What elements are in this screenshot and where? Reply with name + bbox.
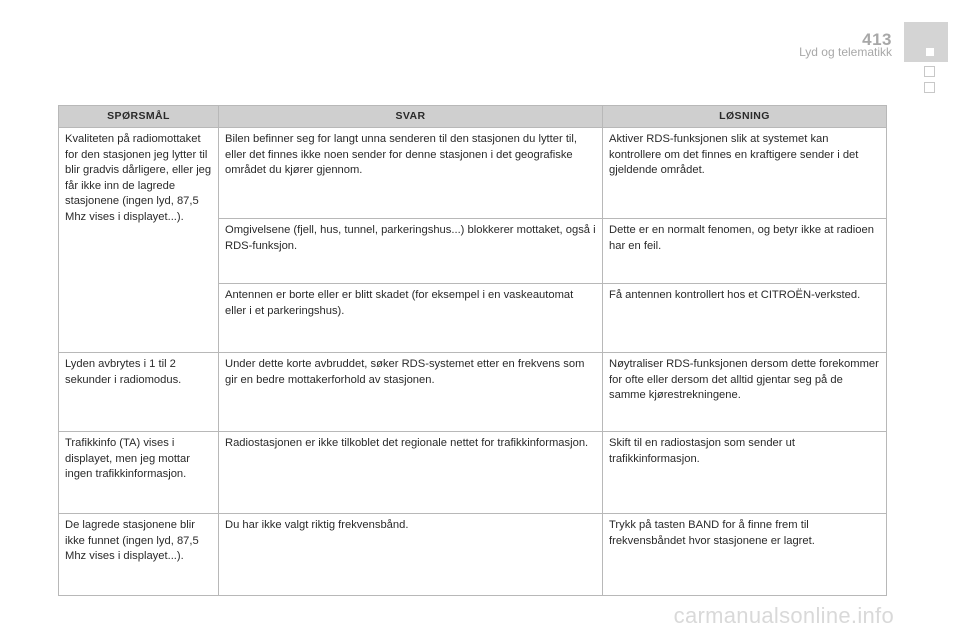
solution-cell: Aktiver RDS-funksjonen slik at systemet kan kontrollere om det finnes en kraftigere sender i det gjeldende området. [603,128,887,219]
table-row [59,514,887,596]
section-title: Lyd og telematikk [799,45,892,59]
table-row [59,128,887,219]
answer-cell: Under dette korte avbruddet, søker RDS-systemet etter en frekvens som gir en bedre mottakerforhold av stasjonen. [219,353,603,432]
table-row [59,353,887,432]
table-row [59,432,887,514]
solution-cell: Nøytraliser RDS-funksjonen dersom dette forekommer for ofte eller dersom det alltid gjentar seg på de samme kjørestrekningene. [603,353,887,432]
watermark: carmanualsonline.info [673,603,894,628]
solution-cell: Skift til en radiostasjon som sender ut trafikkinformasjon. [603,432,887,514]
question-cell: Kvaliteten på radiomottaket for den stasjonen jeg lytter til blir gradvis dårligere, eller jeg får ikke inn de lagrede stasjonene (ingen lyd, 87,5 Mhz vises i displayet...). [59,128,219,353]
solution-cell: Dette er en normalt fenomen, og betyr ikke at radioen har en feil. [603,219,887,284]
section-tab-marker [904,22,948,62]
section-tab-outline [924,66,935,77]
question-cell: Trafikkinfo (TA) vises i displayet, men jeg mottar ingen trafikkinformasjon. [59,432,219,514]
column-header-solution: LØSNING [603,106,887,128]
section-tab-outline [924,82,935,93]
question-cell: Lyden avbrytes i 1 til 2 sekunder i radiomodus. [59,353,219,432]
column-header-question: SPØRSMÅL [59,106,219,128]
page-number: 413 [862,30,892,49]
column-header-answer: SVAR [219,106,603,128]
table-header-row [59,106,887,128]
faq-table [58,105,887,596]
answer-cell: Bilen befinner seg for langt unna senderen til den stasjonen du lytter til, eller det finnes ikke noen sender for denne stasjonen i det geografiske området du kjører gjennom. [219,128,603,219]
answer-cell: Antennen er borte eller er blitt skadet (for eksempel i en vaskeautomat eller i et parkeringshus). [219,284,603,353]
answer-cell: Du har ikke valgt riktig frekvensbånd. [219,514,603,596]
answer-cell: Radiostasjonen er ikke tilkoblet det regionale nettet for trafikkinformasjon. [219,432,603,514]
solution-cell: Få antennen kontrollert hos et CITROËN-verksted. [603,284,887,353]
answer-cell: Omgivelsene (fjell, hus, tunnel, parkeringshus...) blokkerer mottaket, også i RDS-funksjon. [219,219,603,284]
question-cell: De lagrede stasjonene blir ikke funnet (ingen lyd, 87,5 Mhz vises i displayet...). [59,514,219,596]
solution-cell: Trykk på tasten BAND for å finne frem til frekvensbåndet hvor stasjonene er lagret. [603,514,887,596]
